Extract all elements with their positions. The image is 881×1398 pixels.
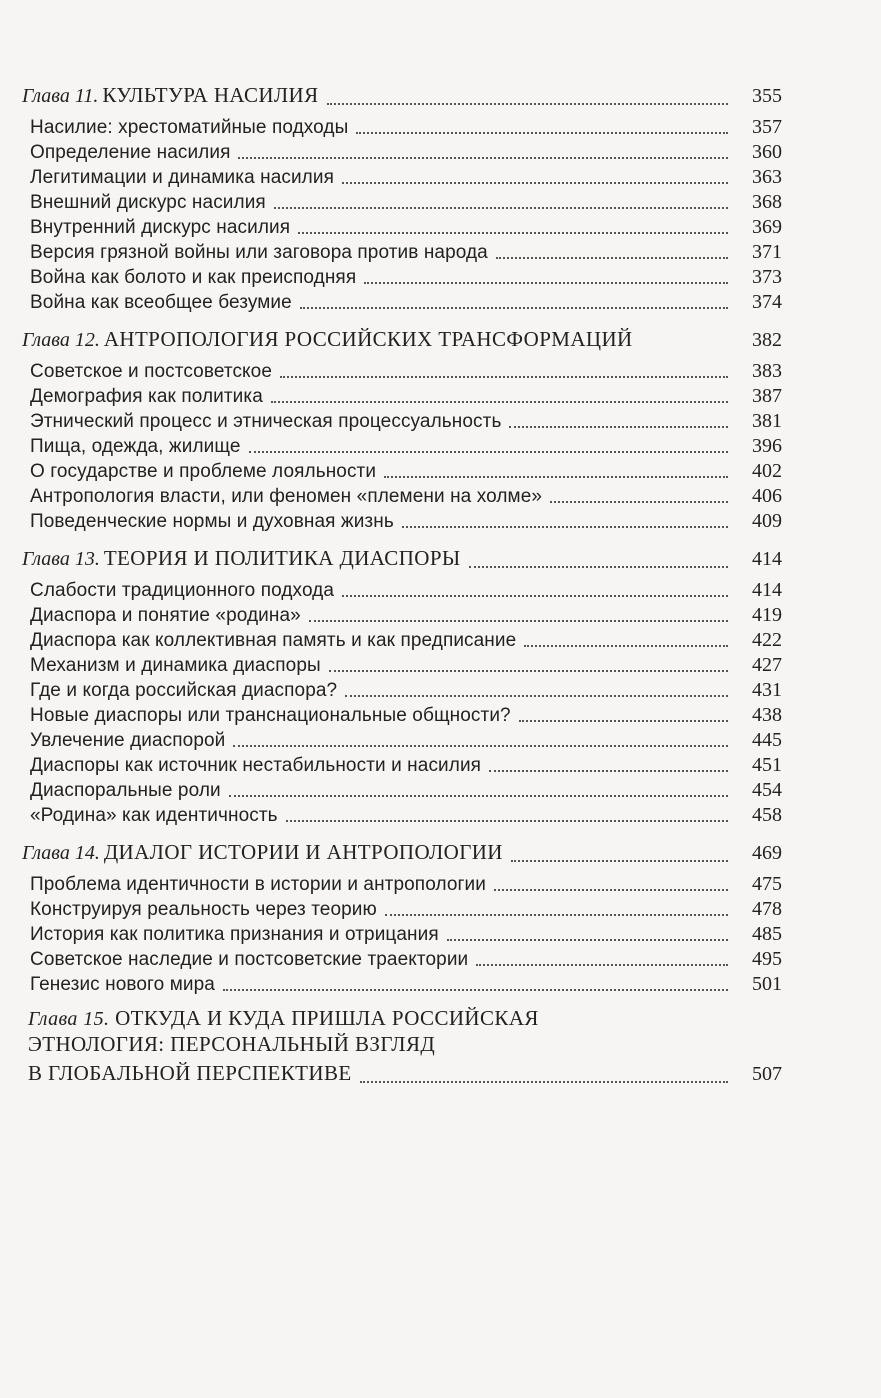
dot-leader: [249, 450, 728, 453]
section-title: Версия грязной войны или заговора против народа: [30, 242, 488, 263]
toc-entry: [22, 140, 782, 165]
page-number: 368: [752, 191, 782, 213]
page-number: 419: [752, 604, 782, 626]
section-title: Генезис нового мира: [30, 974, 215, 995]
dot-leader: [356, 131, 728, 134]
dot-leader: [364, 281, 728, 284]
page-number: 382: [752, 329, 782, 351]
toc-entry: [22, 215, 782, 240]
toc-entry: [22, 872, 782, 897]
toc-entry: [22, 922, 782, 947]
section-title: Война как болото и как преисподняя: [30, 267, 357, 288]
toc-entry: [22, 509, 782, 534]
page-number: 363: [752, 166, 782, 188]
section-title: Где и когда российская диаспора?: [30, 680, 338, 701]
toc-entry: [22, 240, 782, 265]
page-number: 485: [752, 923, 782, 945]
chapter-label: Глава 14.: [22, 842, 100, 864]
page-number: 478: [752, 898, 782, 920]
page-number: 374: [752, 291, 782, 313]
chapter-label: Глава 12.: [22, 329, 100, 351]
chapter-12: [22, 323, 782, 534]
page-number: 422: [752, 629, 782, 651]
section-title: История как политика признания и отрицания: [30, 924, 439, 945]
dot-leader: [342, 181, 728, 184]
toc-entry: [22, 359, 782, 384]
dot-leader: [345, 694, 728, 697]
section-title: Советское наследие и постсоветские траектории: [30, 949, 469, 970]
dot-leader: [469, 565, 728, 568]
dot-leader: [385, 913, 728, 916]
dot-leader: [511, 859, 728, 862]
chapter-14: [22, 836, 782, 997]
chapter-heading: [22, 323, 782, 355]
table-of-contents: [22, 79, 782, 1089]
toc-entry: [22, 409, 782, 434]
section-title: «Родина» как идентичность: [30, 805, 278, 826]
page-number: 495: [752, 948, 782, 970]
dot-leader: [384, 475, 728, 478]
section-title: Насилие: хрестоматийные подходы: [30, 117, 349, 138]
toc-entry: [22, 803, 782, 828]
chapter-11: [22, 79, 782, 315]
section-title: О государстве и проблеме лояльности: [30, 461, 377, 482]
chapter-heading: [22, 1005, 782, 1057]
dot-leader: [233, 744, 728, 747]
page-number: 383: [752, 360, 782, 382]
dot-leader: [223, 988, 728, 991]
dot-leader: [271, 400, 728, 403]
toc-entry: [22, 897, 782, 922]
page-number: 475: [752, 873, 782, 895]
chapter-title: ТЕОРИЯ И ПОЛИТИКА ДИАСПОРЫ: [103, 546, 461, 570]
dot-leader: [280, 375, 728, 378]
page-number: 369: [752, 216, 782, 238]
page-number: 445: [752, 729, 782, 751]
page-number: 451: [752, 754, 782, 776]
section-title: Определение насилия: [30, 142, 231, 163]
section-title: Внешний дискурс насилия: [30, 192, 266, 213]
section-title: Антропология власти, или феномен «племени на холме»: [30, 486, 543, 507]
page-number: 406: [752, 485, 782, 507]
section-title: Новые диаспоры или транснациональные общности?: [30, 705, 511, 726]
page-number: 414: [752, 579, 782, 601]
dot-leader: [402, 525, 728, 528]
dot-leader: [300, 306, 728, 309]
chapter-label: Глава 13.: [22, 548, 100, 570]
section-title: Этнический процесс и этническая процессуальность: [30, 411, 502, 432]
dot-leader: [329, 669, 728, 672]
toc-entry: [22, 384, 782, 409]
dot-leader: [229, 794, 728, 797]
page-number: 355: [752, 85, 782, 107]
toc-entry: [22, 434, 782, 459]
toc-entry: [22, 265, 782, 290]
dot-leader: [476, 963, 728, 966]
dot-leader: [274, 206, 728, 209]
section-title: Механизм и динамика диаспоры: [30, 655, 321, 676]
toc-entry: [22, 603, 782, 628]
chapter-title: КУЛЬТУРА НАСИЛИЯ: [102, 83, 319, 107]
chapter-13: [22, 542, 782, 828]
page-number: 402: [752, 460, 782, 482]
chapter-15: [22, 1005, 782, 1089]
page-number: 357: [752, 116, 782, 138]
section-title: Демография как политика: [30, 386, 263, 407]
dot-leader: [327, 102, 728, 105]
dot-leader: [494, 888, 728, 891]
dot-leader: [447, 938, 728, 941]
section-title: Внутренний дискурс насилия: [30, 217, 291, 238]
page-number: 409: [752, 510, 782, 532]
chapter-label: Глава 11.: [22, 85, 99, 107]
page-number: 507: [752, 1063, 782, 1085]
toc-entry: [22, 578, 782, 603]
section-title: Диаспора как коллективная память и как предписание: [30, 630, 517, 651]
chapter-heading-last-line: [22, 1057, 782, 1089]
page-number: 469: [752, 842, 782, 864]
toc-entry: [22, 628, 782, 653]
section-title: Поведенческие нормы и духовная жизнь: [30, 511, 394, 532]
dot-leader: [342, 594, 728, 597]
chapter-heading: [22, 836, 782, 868]
dot-leader: [641, 346, 728, 349]
section-title: Увлечение диаспорой: [30, 730, 226, 751]
toc-entry: [22, 484, 782, 509]
toc-entry: [22, 703, 782, 728]
toc-entry: [22, 290, 782, 315]
toc-entry: [22, 947, 782, 972]
page-number: 458: [752, 804, 782, 826]
toc-entry: [22, 190, 782, 215]
section-title: Диаспоры как источник нестабильности и насилия: [30, 755, 482, 776]
toc-entry: [22, 459, 782, 484]
page-number: 501: [752, 973, 782, 995]
toc-entry: [22, 653, 782, 678]
page-number: 373: [752, 266, 782, 288]
section-title: Слабости традиционного подхода: [30, 580, 335, 601]
toc-entry: [22, 165, 782, 190]
page-number: 414: [752, 548, 782, 570]
page-number: 371: [752, 241, 782, 263]
dot-leader: [509, 425, 728, 428]
section-title: Конструируя реальность через теорию: [30, 899, 377, 920]
toc-entry: [22, 728, 782, 753]
dot-leader: [524, 644, 728, 647]
section-title: Диаспоральные роли: [30, 780, 221, 801]
chapter-heading: [22, 542, 782, 574]
chapter-title: ДИАЛОГ ИСТОРИИ И АНТРОПОЛОГИИ: [103, 840, 503, 864]
section-title: Советское и постсоветское: [30, 361, 273, 382]
chapter-heading: [22, 79, 782, 111]
chapter-title-line: [28, 1005, 782, 1031]
toc-entry: [22, 678, 782, 703]
dot-leader: [496, 256, 728, 259]
section-title: Пища, одежда, жилище: [30, 436, 241, 457]
page-number: 381: [752, 410, 782, 432]
page-number: 427: [752, 654, 782, 676]
dot-leader: [238, 156, 728, 159]
dot-leader: [309, 619, 728, 622]
section-title: Легитимации и динамика насилия: [30, 167, 334, 188]
chapter-title: АНТРОПОЛОГИЯ РОССИЙСКИХ ТРАНСФОРМАЦИЙ: [103, 327, 633, 351]
dot-leader: [360, 1080, 728, 1083]
chapter-title-part: В ГЛОБАЛЬНОЙ ПЕРСПЕКТИВЕ: [28, 1061, 352, 1085]
section-title: Диаспора и понятие «родина»: [30, 605, 301, 626]
page-number: 431: [752, 679, 782, 701]
dot-leader: [489, 769, 728, 772]
dot-leader: [298, 231, 728, 234]
page-number: 438: [752, 704, 782, 726]
page-number: 360: [752, 141, 782, 163]
toc-entry: [22, 753, 782, 778]
page-number: 396: [752, 435, 782, 457]
chapter-label: Глава 15.: [28, 1008, 110, 1030]
dot-leader: [519, 719, 728, 722]
toc-entry: [22, 778, 782, 803]
dot-leader: [286, 819, 728, 822]
dot-leader: [550, 500, 728, 503]
toc-entry: [22, 115, 782, 140]
toc-entry: [22, 972, 782, 997]
page-number: 454: [752, 779, 782, 801]
page-number: 387: [752, 385, 782, 407]
section-title: Война как всеобщее безумие: [30, 292, 292, 313]
section-title: Проблема идентичности в истории и антропологии: [30, 874, 486, 895]
chapter-title-part: ОТКУДА И КУДА ПРИШЛА РОССИЙСКАЯ: [115, 1006, 539, 1030]
chapter-title-line: ЭТНОЛОГИЯ: ПЕРСОНАЛЬНЫЙ ВЗГЛЯД: [28, 1032, 436, 1056]
